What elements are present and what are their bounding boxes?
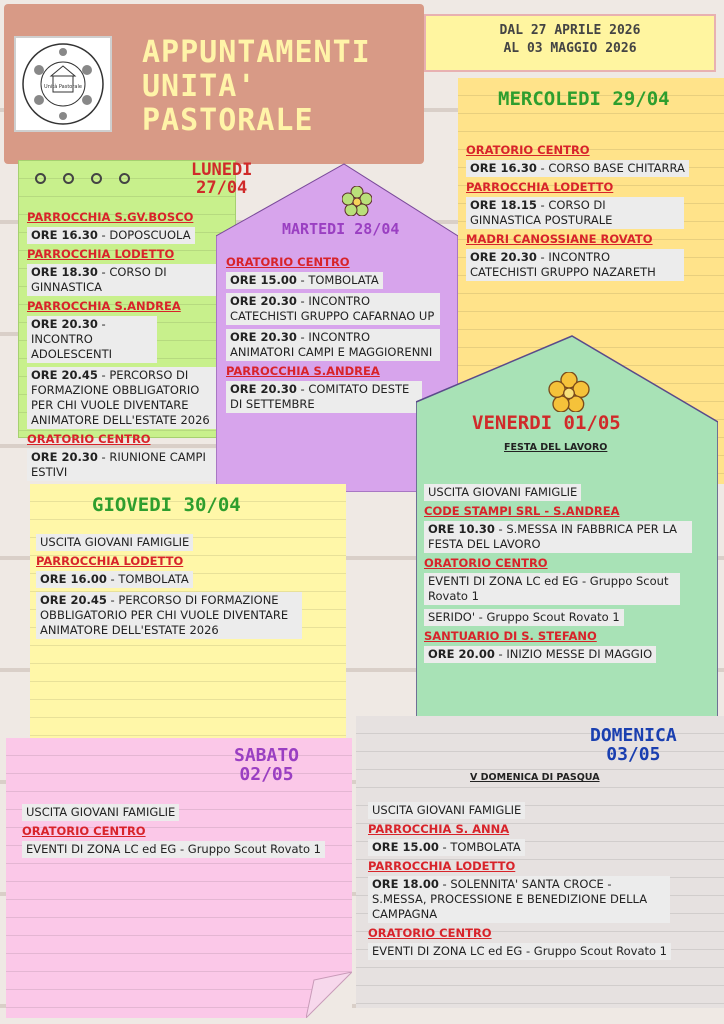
place-label: PARROCCHIA LODETTO (368, 859, 516, 873)
date-range-box (424, 14, 716, 72)
unita-pastorale-logo (14, 36, 112, 132)
event-entry: ORE 20.30 - INCONTRO ADOLESCENTI (27, 316, 157, 363)
title-line: PASTORALE (142, 103, 314, 138)
flower-icon (548, 372, 590, 412)
event-entry: ORE 20.45 - PERCORSO DI FORMAZIONE OBBLIGATORIO PER CHI VUOLE DIVENTARE ANIMATORE DELL'ESTATE 2026 (27, 367, 219, 429)
place-label: MADRI CANOSSIANE ROVATO (466, 232, 653, 246)
event-entry: ORE 18.15 - CORSO DI GINNASTICA POSTURALE (466, 197, 684, 229)
wednesday-title: MERCOLEDI 29/04 (498, 88, 670, 110)
sunday-title: DOMENICA 03/05 (590, 725, 677, 765)
title-line: UNITA' (142, 69, 257, 104)
saturday-card (6, 738, 352, 1018)
event-entry: ORE 16.30 - CORSO BASE CHITARRA (466, 160, 689, 177)
binder-hole-icon (91, 173, 102, 184)
svg-text:Unità Pastorale: Unità Pastorale (44, 84, 82, 90)
event-entry: ORE 20.30 - INCONTRO CATECHISTI GRUPPO CAFARNAO UP (226, 293, 440, 325)
thursday-title: GIOVEDI 30/04 (92, 494, 241, 516)
sunday-card (356, 716, 724, 1008)
date-line: DAL 27 APRILE 2026 (499, 23, 641, 38)
place-label: ORATORIO CENTRO (22, 824, 146, 838)
friday-subtitle: FESTA DEL LAVORO (504, 442, 608, 453)
place-label: ORATORIO CENTRO (424, 556, 548, 570)
event-entry: ORE 20.30 - RIUNIONE CAMPI ESTIVI (27, 449, 225, 481)
event-entry: ORE 10.30 - S.MESSA IN FABBRICA PER LA FESTA DEL LAVORO (424, 521, 692, 553)
tuesday-title: MARTEDI 28/04 (282, 220, 400, 238)
monday-entries (27, 209, 225, 483)
flower-icon (342, 186, 372, 216)
place-label: CODE STAMPI SRL - S.ANDREA (424, 504, 620, 518)
event-entry: ORE 18.30 - CORSO DI GINNASTICA (27, 264, 225, 296)
place-label: ORATORIO CENTRO (466, 143, 590, 157)
event-entry: ORE 18.00 - SOLENNITA' SANTA CROCE - S.MESSA, PROCESSIONE E BENEDIZIONE DELLA CAMPAGNA (368, 876, 670, 923)
event-entry: ORE 20.45 - PERCORSO DI FORMAZIONE OBBLIGATORIO PER CHI VUOLE DIVENTARE ANIMATORE DELL'ESTATE 2026 (36, 592, 302, 639)
event-entry: ORE 20.00 - INIZIO MESSE DI MAGGIO (424, 646, 656, 663)
place-label: PARROCCHIA LODETTO (36, 554, 184, 568)
event-entry: ORE 15.00 - TOMBOLATA (368, 839, 525, 856)
monday-card (18, 160, 253, 479)
event-entry: ORE 16.00 - TOMBOLATA (36, 571, 193, 588)
thursday-entries (36, 532, 336, 641)
friday-entries (424, 482, 714, 665)
saturday-title: SABATO 02/05 (234, 745, 300, 785)
place-label: PARROCCHIA S. ANNA (368, 822, 510, 836)
place-label: ORATORIO CENTRO (368, 926, 492, 940)
friday-card (416, 334, 718, 720)
event-entry: ORE 15.00 - TOMBOLATA (226, 272, 383, 289)
date-line: AL 03 MAGGIO 2026 (503, 41, 637, 56)
place-label: PARROCCHIA LODETTO (27, 247, 175, 261)
place-label: PARROCCHIA LODETTO (466, 180, 614, 194)
friday-title: VENERDI 01/05 (472, 412, 621, 434)
binder-hole-icon (35, 173, 46, 184)
place-label: PARROCCHIA S.GV.BOSCO (27, 210, 194, 224)
monday-title: LUNEDI 27/04 (191, 160, 253, 198)
place-label: PARROCCHIA S.ANDREA (226, 364, 380, 378)
page-title (142, 36, 422, 138)
event-entry: EVENTI DI ZONA LC ed EG - Gruppo Scout Rovato 1 (22, 841, 325, 858)
title-line: APPUNTAMENTI (142, 35, 371, 70)
thursday-card (30, 484, 346, 740)
wednesday-entries (466, 142, 720, 283)
logo-emblem-icon (19, 40, 107, 128)
event-entry: SERIDO' - Gruppo Scout Rovato 1 (424, 609, 624, 626)
place-label: PARROCCHIA S.ANDREA (27, 299, 181, 313)
page-curl-icon (306, 972, 352, 1018)
binder-hole-icon (119, 173, 130, 184)
event-entry: USCITA GIOVANI FAMIGLIE (36, 534, 193, 551)
event-entry: ORE 20.30 - INCONTRO CATECHISTI GRUPPO NAZARETH (466, 249, 684, 281)
event-entry: USCITA GIOVANI FAMIGLIE (22, 804, 179, 821)
event-entry: USCITA GIOVANI FAMIGLIE (368, 802, 525, 819)
event-entry: ORE 16.30 - DOPOSCUOLA (27, 227, 195, 244)
saturday-entries (22, 802, 342, 860)
place-label: SANTUARIO DI S. STEFANO (424, 629, 597, 643)
sunday-subtitle: V DOMENICA DI PASQUA (470, 772, 600, 783)
place-label: ORATORIO CENTRO (27, 432, 151, 446)
sunday-entries (368, 800, 708, 962)
binder-hole-icon (63, 173, 74, 184)
event-entry: ORE 20.30 - INCONTRO ANIMATORI CAMPI E MAGGIORENNI (226, 329, 440, 361)
place-label: ORATORIO CENTRO (226, 255, 350, 269)
event-entry: EVENTI DI ZONA LC ed EG - Gruppo Scout Rovato 1 (368, 943, 671, 960)
event-entry: USCITA GIOVANI FAMIGLIE (424, 484, 581, 501)
event-entry: ORE 20.30 - COMITATO DESTE DI SETTEMBRE (226, 381, 422, 413)
event-entry: EVENTI DI ZONA LC ed EG - Gruppo Scout Rovato 1 (424, 573, 680, 605)
